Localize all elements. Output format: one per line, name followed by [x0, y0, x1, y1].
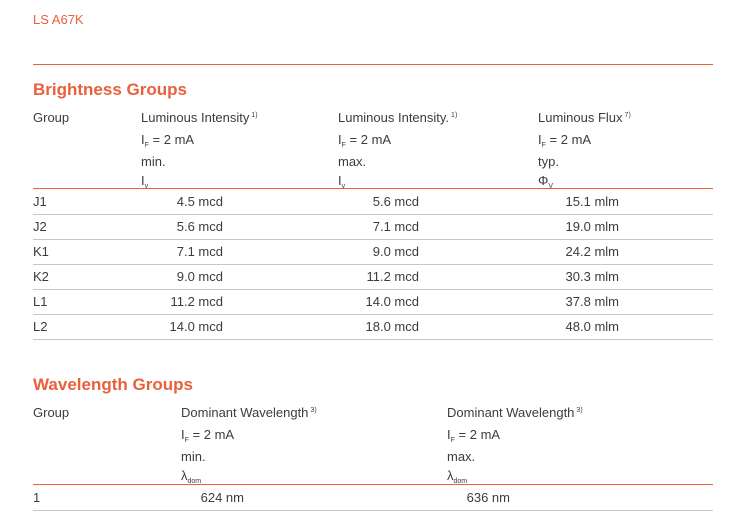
flux-cell: 37.8 mlm: [565, 294, 619, 309]
document-product-code: LS A67K: [33, 12, 84, 27]
intensity-min-cell: 4.5 mcd: [176, 194, 223, 209]
wavelength-col-max-header: Dominant Wavelength $^{3)}$ $I_F = 2$ mA max. $\lambda_{dom}$: [447, 405, 583, 485]
intensity-min-cell: 5.6 mcd: [176, 219, 223, 234]
group-cell: J2: [33, 219, 47, 234]
brightness-col-flux-header: Luminous Flux $^{7)}$ $I_F = 2$ mA typ. $\Phi_V$: [538, 110, 631, 190]
header-divider: [33, 64, 713, 65]
brightness-groups-title: Brightness Groups: [33, 80, 187, 99]
group-cell: L2: [33, 319, 48, 334]
flux-cell: 24.2 mlm: [565, 244, 619, 259]
flux-cell: 48.0 mlm: [565, 319, 619, 334]
intensity-max-cell: 7.1 mcd: [372, 219, 419, 234]
group-cell: J1: [33, 194, 47, 209]
intensity-min-cell: 11.2 mcd: [170, 294, 223, 309]
intensity-max-cell: 18.0 mcd: [365, 319, 419, 334]
intensity-min-cell: 14.0 mcd: [169, 319, 223, 334]
flux-cell: 30.3 mlm: [565, 269, 619, 284]
group-cell: K2: [33, 269, 49, 284]
intensity-max-cell: 11.2 mcd: [366, 269, 419, 284]
table-row: [33, 486, 713, 511]
wavelength-col-group-header: Group: [33, 405, 70, 420]
table-row: [33, 190, 713, 215]
table-row: [33, 290, 713, 315]
intensity-min-cell: 9.0 mcd: [176, 269, 223, 284]
brightness-header-rule: [33, 188, 713, 189]
table-row: [33, 265, 713, 290]
wavelength-col-min-header: Dominant Wavelength $^{3)}$ $I_F = 2$ mA min. $\lambda_{dom}$: [181, 405, 317, 485]
table-row: [33, 240, 713, 265]
table-row: [33, 315, 713, 340]
intensity-min-cell: 7.1 mcd: [176, 244, 223, 259]
brightness-col-intensity-min-header: Luminous Intensity $^{1)}$ $I_F = 2$ mA min. $I_v$: [141, 110, 258, 190]
wavelength-groups-title: Wavelength Groups: [33, 375, 193, 394]
table-row: [33, 215, 713, 240]
wavelength-max-cell: 636 nm: [466, 490, 510, 505]
intensity-max-cell: 9.0 mcd: [372, 244, 419, 259]
brightness-col-group-header: Group: [33, 110, 70, 125]
group-cell: L1: [33, 294, 48, 309]
group-cell: 1: [33, 490, 41, 505]
flux-cell: 15.1 mlm: [565, 194, 619, 209]
flux-cell: 19.0 mlm: [565, 219, 619, 234]
intensity-max-cell: 5.6 mcd: [372, 194, 419, 209]
wavelength-min-cell: 624 nm: [200, 490, 244, 505]
group-cell: K1: [33, 244, 49, 259]
intensity-max-cell: 14.0 mcd: [365, 294, 419, 309]
brightness-col-intensity-max-header: Luminous Intensity. $^{1)}$ $I_F = 2$ mA max. $I_v$: [338, 110, 458, 190]
wavelength-header-rule: [33, 484, 713, 485]
